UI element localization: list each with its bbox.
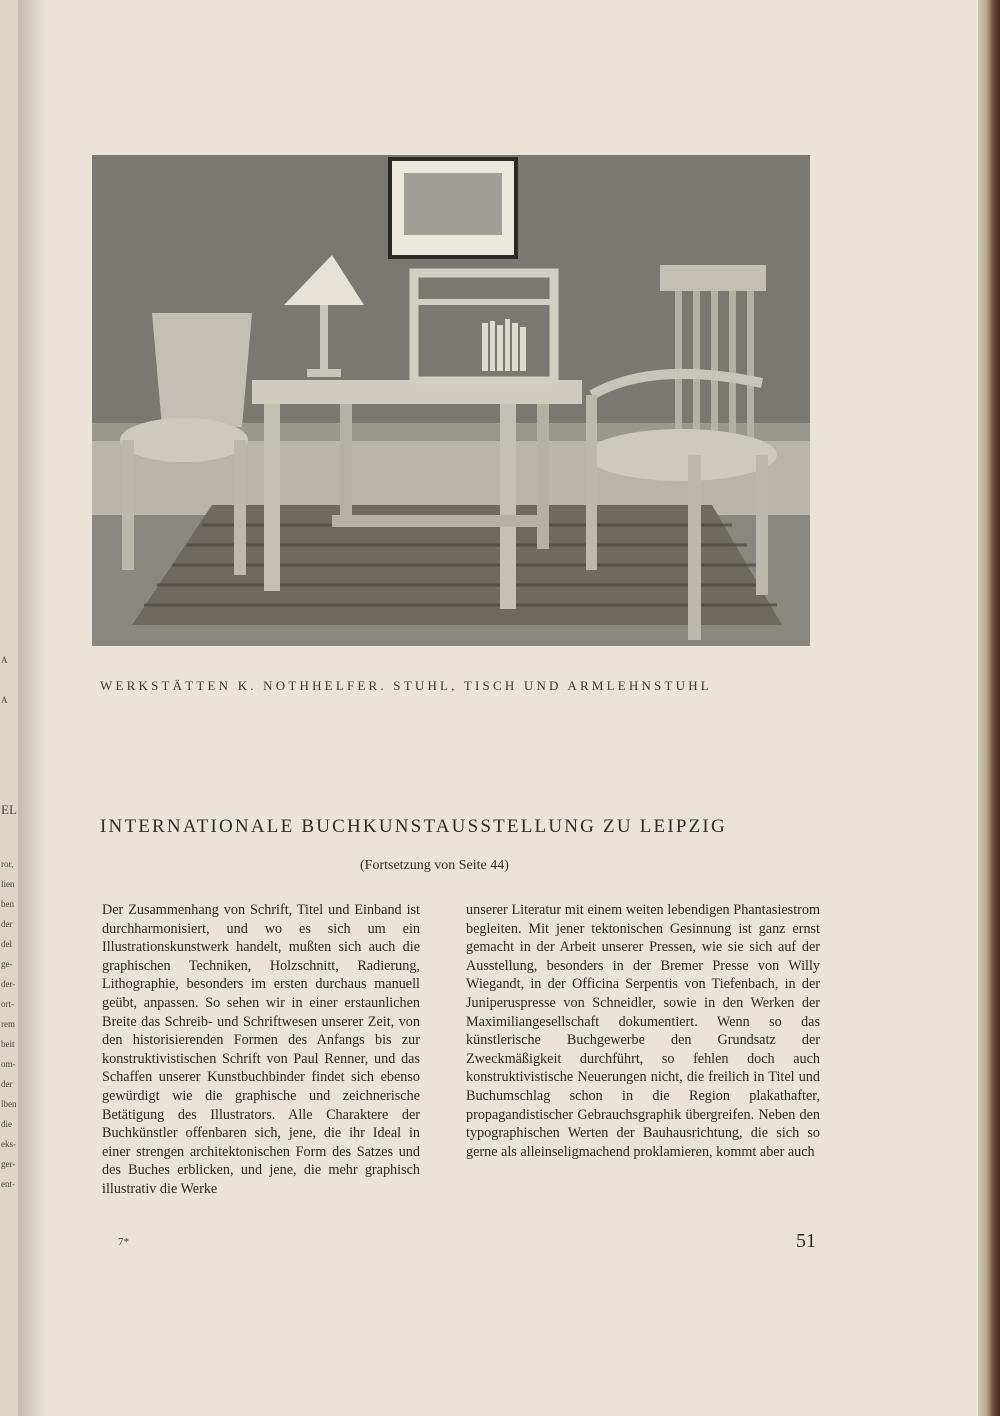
- picture-image: [404, 173, 502, 235]
- facing-page-fragment: ent-: [1, 1179, 15, 1189]
- facing-page-fragment: beit: [1, 1039, 15, 1049]
- facing-page-fragment: der-: [1, 979, 16, 989]
- page-block-edge: [978, 0, 1000, 1416]
- text-column-left: [102, 901, 420, 1199]
- figure-caption: WERKSTÄTTEN K. NOTHHELFER. STUHL, TISCH UND ARMLEHNSTUHL: [100, 678, 712, 693]
- text-column-right: [466, 901, 820, 1161]
- facing-page-mark: EL: [1, 803, 17, 816]
- furniture-photograph: [92, 155, 810, 646]
- armchair-crest: [660, 265, 766, 291]
- table-stretcher: [332, 515, 547, 527]
- gutter-shadow: [18, 0, 48, 1416]
- facing-page-fragment: die: [1, 1119, 12, 1129]
- table-leg: [264, 404, 280, 591]
- facing-page-fragment: lien: [1, 879, 15, 889]
- facing-page-fragment: del: [1, 939, 12, 949]
- facing-page-fragment: der: [1, 1079, 13, 1089]
- paragraph: Der Zusammenhang von Schrift, Titel und Einband ist durchharmonisiert, und wo es sich um ein Illustrationskunstwerk handelt, mußten sich auch die graphischen Techniken, Holzschnitt, Radierung, Lithographie, besonders im ersten durchaus manuell geübt, anpassen. So sehen wir in einer erstaunlichen Breite das Schreib- und Schriftwesen unserer Zeit, von den historisierenden Formen des Anfangs bis zur konstruktivistischen Schrift von Paul Renner, und das Schaffen unserer Kunstbuchbinder findet sich ebenso gewürdigt wie die graphische und zeichnerische Betätigung des Illustrators. Alle Charaktere der Buchkünstler offenbaren sich, jene, die ihr Ideal in einer strengen architektonischen Form des Satzes und des Buches erblicken, und jene, die mehr graphisch illustrativ die Werke: [102, 902, 420, 1197]
- facing-page-fragment: ge-: [1, 959, 13, 969]
- side-chair-seat: [120, 418, 248, 462]
- facing-page-fragment: eks-: [1, 1139, 16, 1149]
- facing-page-edge: [0, 0, 19, 1416]
- facing-page-fragment: ger-: [1, 1159, 16, 1169]
- furniture-photo-illustration: [92, 155, 810, 646]
- facing-page-fragment: lben: [1, 1099, 17, 1109]
- article-title: INTERNATIONALE BUCHKUNSTAUSSTELLUNG ZU LEIPZIG: [100, 816, 727, 837]
- facing-page-fragment: ror,: [1, 859, 14, 869]
- side-chair-back: [152, 313, 252, 427]
- armchair-seat: [587, 429, 777, 481]
- facing-page-mark: A: [1, 695, 8, 705]
- table-leg: [500, 404, 516, 609]
- facing-page-fragment: ort-: [1, 999, 14, 1009]
- lamp-stand: [320, 305, 328, 370]
- facing-page-fragment: ben: [1, 899, 14, 909]
- page-number: 51: [796, 1230, 816, 1252]
- continuation-note: (Fortsetzung von Seite 44): [360, 858, 509, 873]
- table-leg: [537, 404, 549, 549]
- table-leg: [340, 404, 352, 524]
- facing-page-fragment: der: [1, 919, 13, 929]
- printer-signature: 7*: [118, 1236, 129, 1248]
- facing-page-fragment: om-: [1, 1059, 16, 1069]
- facing-page-fragment: rem: [1, 1019, 15, 1029]
- facing-page-mark: A: [1, 655, 8, 665]
- paragraph: unserer Literatur mit einem weiten lebendigen Phantasiestrom begleiten. Mit jener tektonischen Gesinnung ist ganz ernst gemacht in der Arbeit unserer Pressen, wie sie sich auf der Ausstellung, besonders in der Bremer Presse von Willy Wiegandt, in der Officina Serpentis von Tiefenbach, in der Juniperuspresse von Schneidler, sowie in den Werken der Maximiliangesellschaft dokumentiert. Wenn so das künstlerische Buchgewerbe den Grundsatz der Zweckmäßigkeit durchführt, so fehlen doch auch konstruktivistische Neuerungen nicht, die freilich in Titel und Buchumschlag schon in die Region plakathafter, propagandistischer Gebrauchsgraphik übergreifen. Neben den typographischen Werten der Bauhausrichtung, die sich so gerne als alleinseligmachend proklamieren, kommt aber auch: [466, 902, 820, 1160]
